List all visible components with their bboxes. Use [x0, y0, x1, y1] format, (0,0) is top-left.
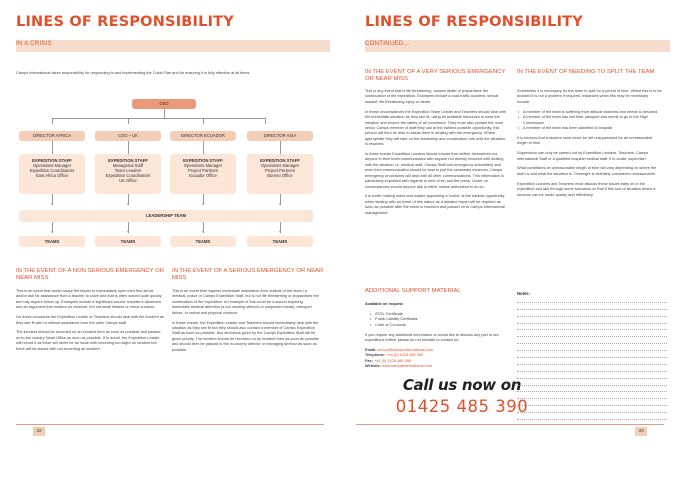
- paragraph: In these events Expedition Leaders should ensure that neither themselves nor anyone in their team communicates with anyone not directly involved with dealing with the situation i.e. medical staff, Camps Staff and emergency authorities) and even then communication should be kept to just the necessary minimum. Camps emergency procedures will deal with all other communications. This information is particularly important with regards to next of kin and the press. Under no circumstances should anyone talk to either unless authorised to do so.: [365, 152, 504, 189]
- staff-line: Operations Manager: [183, 163, 223, 168]
- list-item: • A member of the team has lost their passport and needs to go to the High Commission: [517, 115, 662, 126]
- paragraph: This is an event that requires immediate assistance from outside of the team i.e. medical, police or Camps Expedition Staff, but is not life threatening or jeopardises the continuation of the expedition. An example of this could be a wound requiring immediate medical attention (a cut needing stitches or suspected break), transport failure, or verbal and physical violence.: [172, 289, 319, 315]
- fax-value: +44 (0) 1425 485 398: [373, 358, 411, 363]
- org-director-africa: DIRECTOR AFRICA: [19, 131, 85, 141]
- staff-line: Managerial Staff: [112, 163, 144, 168]
- telephone-label: Telephone:: [365, 353, 386, 358]
- call-us-text: Call us now on: [402, 376, 522, 394]
- paragraph: It is obvious that a student must never be left unsupervised for an unreasonable length of time.: [517, 135, 653, 146]
- paragraph: In these events, the Expedition Leader and Teachers should immediately deal with the situation as they see fit but they should also contact a member of Camps Expedition Staff as soon as possible. Any directions given by the Camps Expedition Staff will be given priority. The incident should be recorded on an incident form as soon as possible and should then be passed to the in-country director or managing director as soon as possible.: [172, 320, 320, 352]
- non-serious-body: [16, 289, 164, 357]
- paragraph: Expedition Leaders and Teachers must discuss these issues early on in the expedition and talk through some scenarios so that if this sort of situation arises a decision can be made quickly and effectively.: [517, 181, 656, 197]
- call-us-number: 01425 485 390: [395, 397, 529, 416]
- staff-heading: EXPEDITION STAFF: [108, 158, 148, 163]
- paragraph: This is an event that would cause the leader to immediately open their first aid kit and/or ask for assistance from a teacher to solve and that is often solved quite quickly but may require follow up. Examples include a significant wound, traveller's diarrhoea, and an argument that borders on violence, but not small blisters or minor sunburn.: [16, 289, 162, 310]
- serious-heading: IN THE EVENT OF A SERIOUS EMERGENCY OR NEAR MISS: [172, 268, 324, 281]
- org-staff-africa: [19, 154, 85, 194]
- org-teams: TEAMS: [95, 236, 161, 247]
- website-link[interactable]: www.campsinternational.com: [382, 364, 432, 369]
- org-staff-asia: [247, 154, 313, 194]
- staff-line: Ecuador Office: [189, 173, 217, 178]
- staff-line: Borneo Office: [267, 173, 293, 178]
- staff-heading: EXPEDITION STAFF: [260, 158, 300, 163]
- staff-line: Team Leaders: [114, 168, 142, 173]
- paragraph: It is worth making notes and maybe appointing a 'scribe' at the earliest opportunity when dealing with an event of this nature as a detailed report will be required as soon as possible after the event is resolved and passed on to Camps International management.: [365, 194, 505, 215]
- intro-text: Camps International takes responsibility for responding to and implementing the Crisis Plan and for ensuring it is fully effective at all times.: [16, 71, 251, 75]
- very-serious-heading: IN THE EVENT OF A VERY SERIOUS EMERGENCY OR NEAR MISS: [365, 69, 506, 82]
- paragraph: In these circumstances the Expedition Team Leader and Teachers should deal with the immediate situation as they see fit, using all available resources to ease the situation and ensure the safety of all concerned. They must also contact the most senior Camps member of staff they can at the earliest possible opportunity, this person will then be able to assist them in dealing with the emergency. Where appropriate they will take on the leadership and coordination role until the situation is resolved.: [365, 109, 506, 147]
- paragraph: If you require any additional information or would like to discuss any part of our expeditions further please do not hesitate to contact us.: [365, 332, 499, 343]
- website-label: Website:: [365, 364, 381, 369]
- arrow-down-icon: [279, 231, 281, 233]
- split-team-heading: IN THE EVENT OF NEEDING TO SPLIT THE TEAM: [517, 69, 655, 75]
- paragraph: Sometimes it is necessary for the team to split for a period of time. Whilst this is to be avoided it is not a problem if required. Instances when this may be necessary include:: [517, 89, 662, 104]
- available-label: Available on request:: [365, 302, 404, 306]
- arrow-down-icon: [51, 231, 53, 233]
- page-subtitle: CONTINUED...: [365, 41, 410, 47]
- staff-line: Project Partners: [264, 168, 296, 173]
- page-title: LINES OF RESPONSIBILITY: [16, 14, 234, 30]
- arrow-down-icon: [202, 203, 204, 205]
- subtitle-bar: [365, 40, 670, 52]
- email-link[interactable]: school@campsinternational.com: [377, 347, 434, 352]
- arrow-down-icon: [279, 203, 281, 205]
- staff-line: Expedition Coordinators: [29, 168, 75, 173]
- staff-heading: EXPEDITION STAFF: [183, 158, 223, 163]
- serious-body: [172, 289, 320, 357]
- available-list: [369, 312, 507, 328]
- notes-label: Notes:: [517, 291, 531, 296]
- split-team-body: [517, 89, 662, 203]
- page-title: LINES OF RESPONSIBILITY: [365, 14, 583, 30]
- list-item: • A member of the team has been admitted to hospital: [517, 126, 662, 131]
- arrow-down-icon: [127, 203, 129, 205]
- staff-line: UK Office: [119, 178, 137, 183]
- list-item: • A member of the team is suffering from altitude sickness and needs to descend: [517, 110, 662, 115]
- org-director-ecuador: DIRECTOR ECUADOR: [170, 131, 236, 141]
- footer-line: [16, 424, 324, 425]
- list-item: • Code of Conducts: [369, 323, 507, 328]
- notes-lines: [517, 296, 667, 420]
- staff-line: Expedition Coordinators: [105, 173, 151, 178]
- non-serious-heading: IN THE EVENT OF A NON SERIOUS EMERGENCY OR NEAR MISS: [16, 268, 164, 281]
- additional-heading: ADDITIONAL SUPPORT MATERIAL: [365, 288, 461, 294]
- page-number: 32: [33, 427, 45, 436]
- notes-section: [517, 291, 667, 420]
- split-team-list: [517, 110, 662, 132]
- staff-line: Operations Manager: [260, 163, 300, 168]
- arrow-down-icon: [51, 203, 53, 205]
- org-staff-uk: [95, 154, 161, 194]
- page-subtitle: IN A CRISIS: [16, 41, 52, 47]
- org-teams: TEAMS: [19, 236, 85, 247]
- org-staff-ecuador: [170, 154, 236, 194]
- staff-line: East Africa Office: [35, 173, 69, 178]
- subtitle-bar: [16, 40, 330, 52]
- list-item: • ATOL Certificate: [369, 312, 507, 317]
- staff-line: Project Partners: [187, 168, 219, 173]
- arrow-down-icon: [202, 231, 204, 233]
- paragraph: On these occasions the Expedition Leader or Teachers should deal with the incident as they see fit with or without assistance from the other Camps staff.: [16, 315, 164, 325]
- paragraph: Supervision can only be carried out by Expedition Leaders, Teachers, Camps International Staff or a qualified hospital medical staff. If in doubt, supervise!: [517, 151, 649, 161]
- org-ceo: CEO: [132, 99, 196, 109]
- email-label: Email:: [365, 347, 377, 352]
- staff-line: Operations Manager: [32, 163, 72, 168]
- right-page: [340, 0, 680, 481]
- org-director-asia: DIRECTOR ASIA: [247, 131, 313, 141]
- telephone-value: +44 (0) 1425 485 390: [386, 353, 424, 358]
- additional-body: [365, 302, 507, 370]
- paragraph: The incident should be recorded on an incident form as soon as possible and passed on to the country Head Office as soon as possible. If in doubt, the Expedition Leader will record it as there will never be an issue with recording too slight an incident but there will be issues with not recording an incident.: [16, 330, 161, 351]
- staff-heading: EXPEDITION STAFF: [32, 158, 72, 163]
- paragraph: What constitutes an unreasonable length of time will vary depending on where the team is and what the situation is. Overnight is definitely considered unreasonable.: [517, 166, 657, 176]
- org-teams: TEAMS: [170, 236, 236, 247]
- page-number: 33: [635, 427, 647, 436]
- fax-label: Fax:: [365, 358, 373, 363]
- org-coo-uk: COO – UK: [95, 131, 161, 141]
- list-item: • Public Liability Certificate: [369, 317, 507, 322]
- org-leadership-team: LEADERSHIP TEAM: [19, 210, 313, 222]
- paragraph: This is any event that is life threatening, causes death or jeopardises the continuation of the expedition. Examples include a road traffic accident, sexual assault, life threatening injury or death.: [365, 89, 499, 104]
- org-teams: TEAMS: [247, 236, 313, 247]
- arrow-down-icon: [127, 231, 129, 233]
- footer-line: [356, 424, 664, 425]
- very-serious-body: [365, 89, 507, 221]
